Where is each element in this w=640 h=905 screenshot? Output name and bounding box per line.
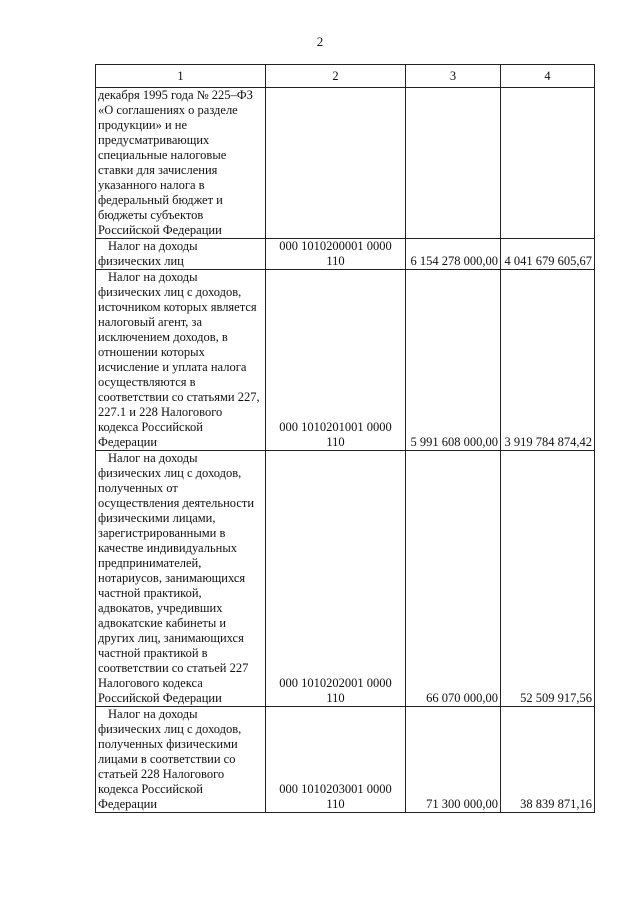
row-name-line: налоговый агент, за [98,315,203,329]
row-name-cell [96,451,266,707]
row-name-line: предусматривающих [98,133,210,147]
row-name-line: отношении которых [98,345,205,359]
row-name-line: продукции» и не [98,118,188,132]
row-name-line: физических лиц [98,254,184,268]
row-name-line: соответствии со статьями 227, [98,390,260,404]
row-code-cell [266,239,406,270]
row-code-cell [266,451,406,707]
row-name-line: полученных физическими [98,737,238,751]
row-name-line: исключением доходов, в [98,330,228,344]
row-name-line: специальные налоговые [98,148,227,162]
header-col-4: 4 [501,65,595,88]
row-name-line: кодекса Российской [98,420,203,434]
row-name-line: источником которых является [98,300,257,314]
row-name-line: исчисление и уплата налога [98,360,247,374]
row-actual-value: 3 919 784 874,42 [501,270,595,451]
row-name-line: частной практикой в [98,646,208,660]
row-name-line: физических лиц с доходов, [98,285,242,299]
row-code-line: 000 1010200001 0000 [279,239,392,253]
table-row [96,451,595,707]
row-name-line: адвокатские кабинеты и [98,616,227,630]
row-name-line: Налог на доходы [108,270,198,284]
row-name-line: полученных от [98,481,178,495]
row-code-line: 110 [326,254,345,268]
row-name-cell [96,707,266,813]
row-name-line: физическими лицами, [98,511,216,525]
row-name-line: Налог на доходы [108,707,198,721]
row-name-line: Налог на доходы [108,451,198,465]
row-code-line: 110 [326,797,345,811]
row-plan-value: 6 154 278 000,00 [406,239,501,270]
row-name-line: адвокатов, учредивших [98,601,223,615]
row-name-line: указанного налога в [98,178,205,192]
row-code-line: 110 [326,435,345,449]
row-name-line: физических лиц с доходов, [98,722,242,736]
row-name-line: предпринимателей, [98,556,202,570]
table-row [96,270,595,451]
header-col-2: 2 [266,65,406,88]
row-name-line: Налог на доходы [108,239,198,253]
table-header-row [96,65,595,88]
row-name-line: лицами в соответствии со [98,752,236,766]
row-code-cell [266,707,406,813]
row-actual-value: 38 839 871,16 [501,707,595,813]
page-number: 2 [316,34,324,49]
table-row [96,88,595,239]
row-name-line: 227.1 и 228 Налогового [98,405,223,419]
row-name-line: качестве индивидуальных [98,541,237,555]
row-name-line: Федерации [98,797,158,811]
row-plan-value: 71 300 000,00 [406,707,501,813]
row-plan-value: 5 991 608 000,00 [406,270,501,451]
row-name-line: нотариусов, занимающихся [98,571,246,585]
budget-table [95,64,595,813]
row-name-line: зарегистрированными в [98,526,226,540]
row-plan-value: 66 070 000,00 [406,451,501,707]
row-code-line: 000 1010202001 0000 [279,676,392,690]
header-col-1: 1 [96,65,266,88]
row-name-line: федеральный бюджет и [98,193,223,207]
row-name-line: физических лиц с доходов, [98,466,242,480]
row-name-line: осуществляются в [98,375,196,389]
header-col-3: 3 [406,65,501,88]
row-name-cell [96,270,266,451]
row-name-line: соответствии со статьей 227 [98,661,249,675]
row-name-line: Российской Федерации [98,691,222,705]
row-name-line: частной практикой, [98,586,202,600]
row-name-line: кодекса Российской [98,782,203,796]
row-actual-value [501,88,595,239]
row-name-line: декабря 1995 года № 225–ФЗ [98,88,253,102]
row-name-line: Налогового кодекса [98,676,203,690]
row-name-line: Российской Федерации [98,223,222,237]
row-code-line: 000 1010201001 0000 [279,420,392,434]
row-name-line: бюджеты субъектов [98,208,204,222]
row-name-line: «О соглашениях о разделе [98,103,238,117]
row-name-line: осуществления деятельности [98,496,255,510]
row-name-line: ставки для зачисления [98,163,218,177]
row-code-cell [266,88,406,239]
row-code-line: 000 1010203001 0000 [279,782,392,796]
row-name-line: других лиц, занимающихся [98,631,244,645]
row-name-line: статьей 228 Налогового [98,767,225,781]
row-plan-value [406,88,501,239]
table-body [96,88,595,813]
row-name-cell [96,88,266,239]
row-name-cell [96,239,266,270]
row-actual-value: 52 509 917,56 [501,451,595,707]
row-actual-value: 4 041 679 605,67 [501,239,595,270]
row-code-line: 110 [326,691,345,705]
row-name-line: Федерации [98,435,158,449]
row-code-cell [266,270,406,451]
table-row [96,707,595,813]
table-row [96,239,595,270]
